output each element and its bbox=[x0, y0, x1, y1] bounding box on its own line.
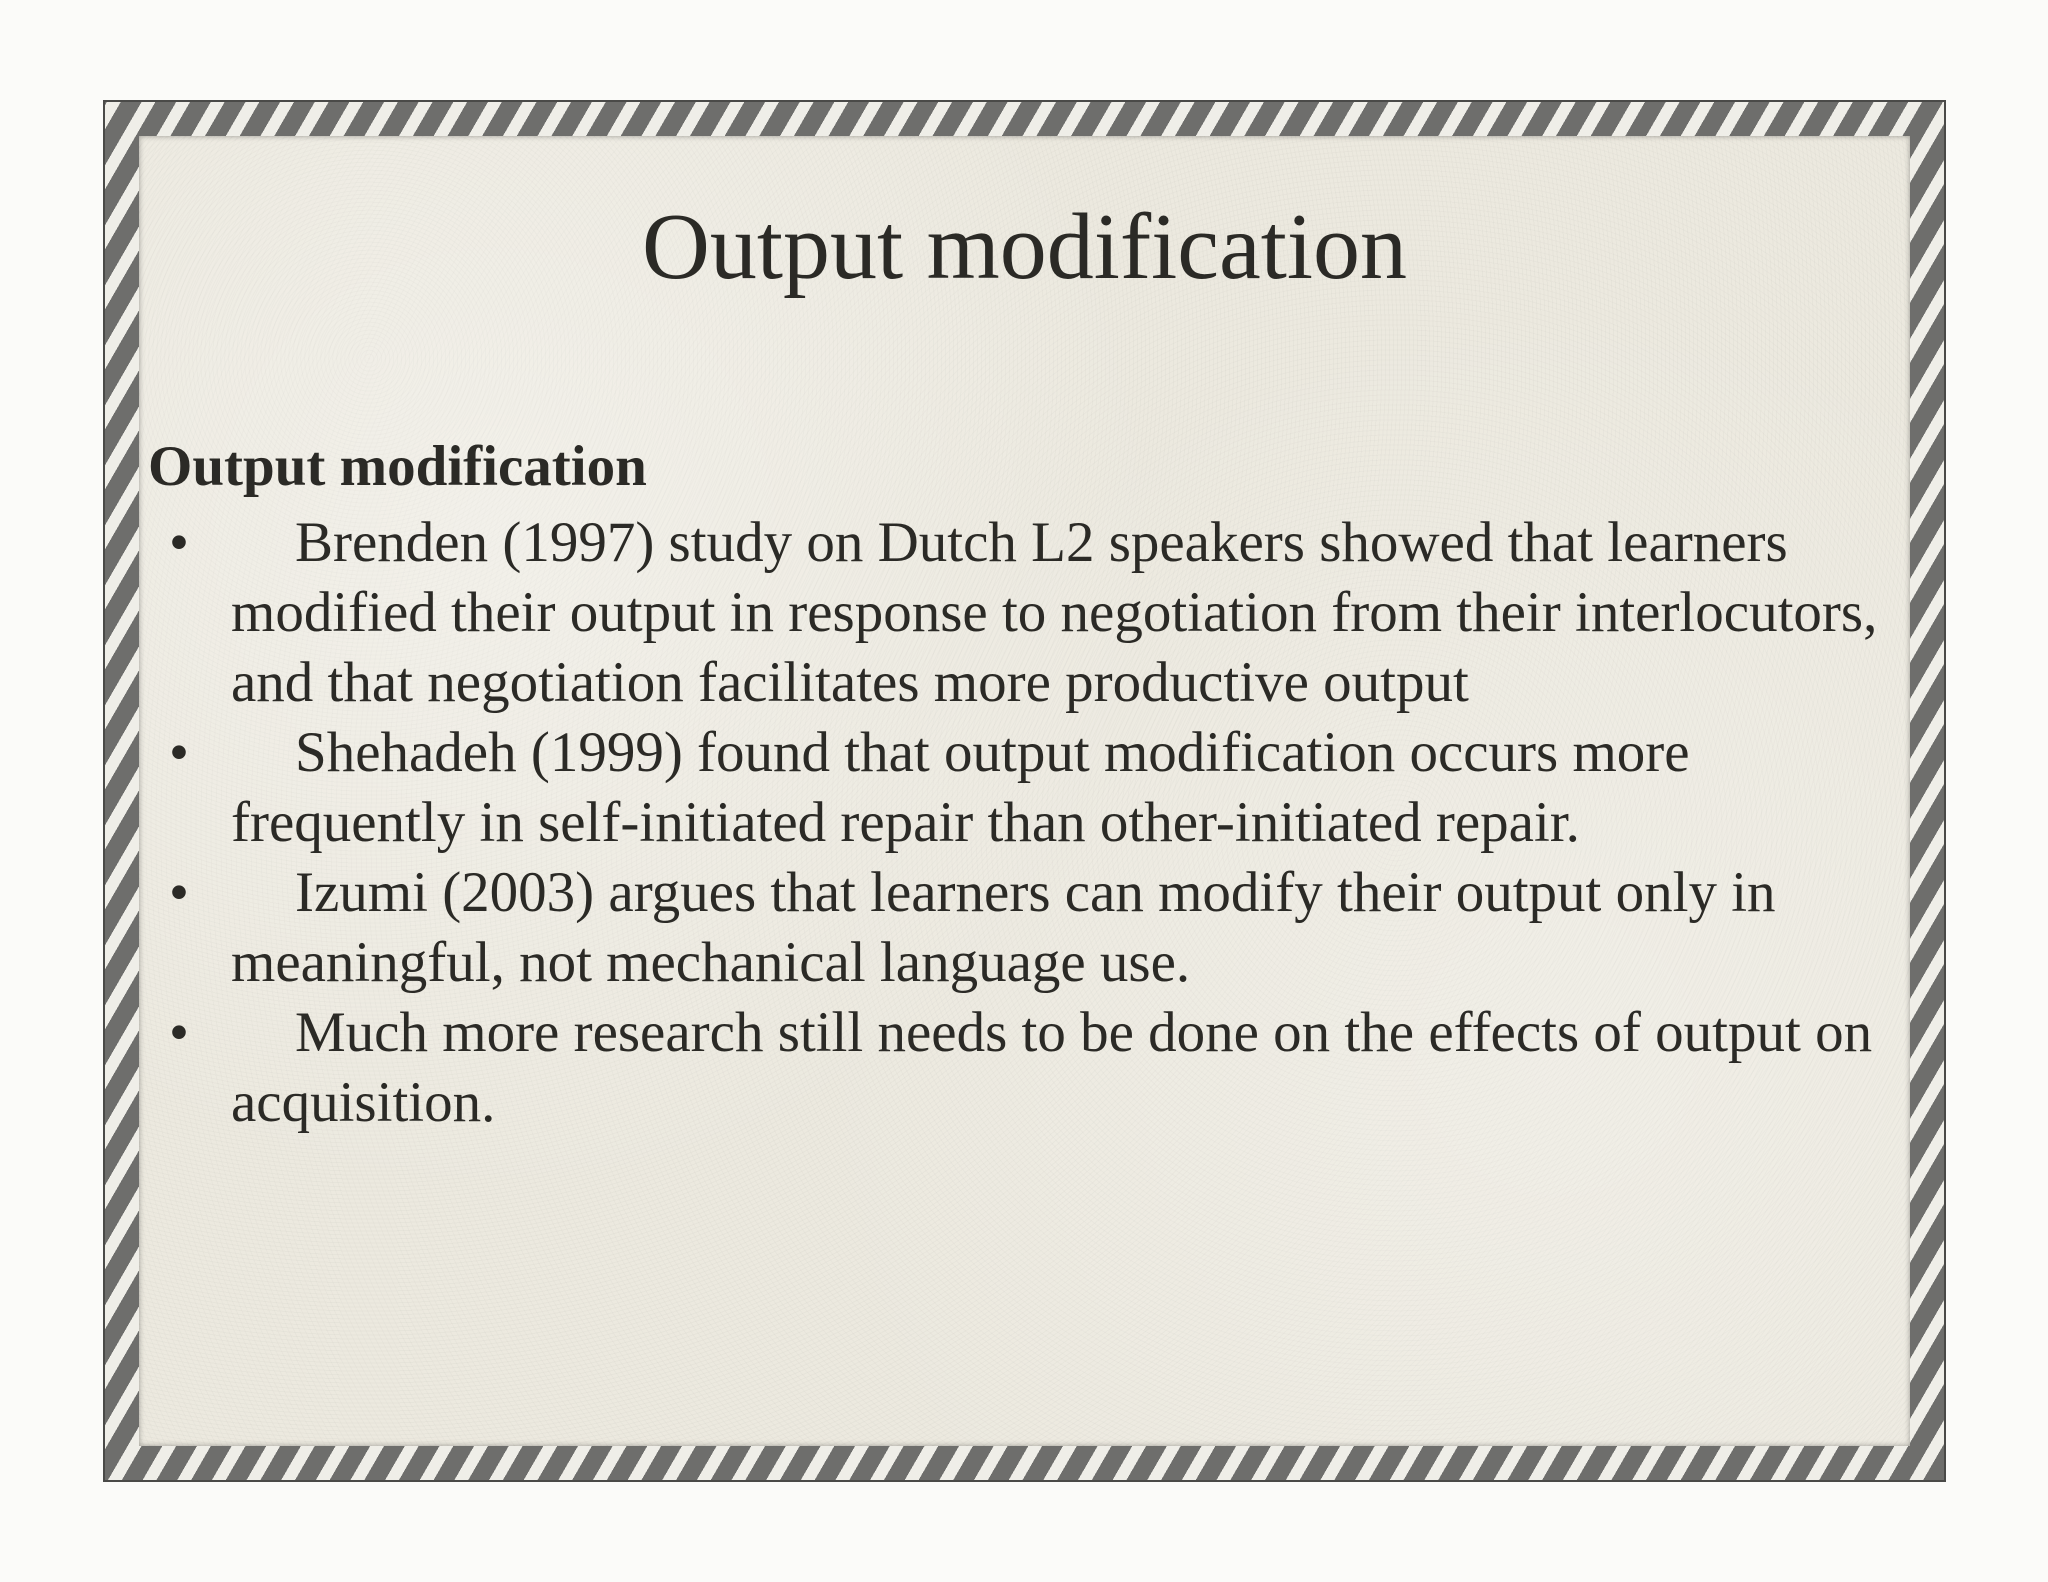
bullet-item bbox=[139, 998, 1919, 1138]
section-heading: Output modification bbox=[148, 435, 647, 498]
bullet-item bbox=[139, 508, 1919, 718]
bullet-item bbox=[139, 858, 1919, 998]
slide-title: Output modification bbox=[642, 195, 1407, 299]
bullet-list bbox=[139, 508, 1919, 1138]
bullet-icon: • bbox=[169, 721, 189, 784]
bullet-text: Brenden (1997) study on Dutch L2 speakers showed that learners modified their output in response to negotiation from their interlocutors, and that negotiation facilitates more productive output bbox=[231, 511, 1878, 714]
bullet-icon: • bbox=[169, 861, 189, 924]
bullet-icon: • bbox=[169, 511, 189, 574]
bullet-icon: • bbox=[169, 1001, 189, 1064]
slide-frame bbox=[103, 100, 1946, 1482]
bullet-text: Much more research still needs to be done on the effects of output on acquisition. bbox=[231, 1001, 1873, 1134]
bullet-text: Shehadeh (1999) found that output modification occurs more frequently in self-initiated repair than other-initiated repair. bbox=[231, 721, 1690, 854]
slide-paper bbox=[139, 136, 1910, 1446]
bullet-item bbox=[139, 718, 1919, 858]
bullet-text: Izumi (2003) argues that learners can modify their output only in meaningful, not mechanical language use. bbox=[231, 861, 1776, 994]
